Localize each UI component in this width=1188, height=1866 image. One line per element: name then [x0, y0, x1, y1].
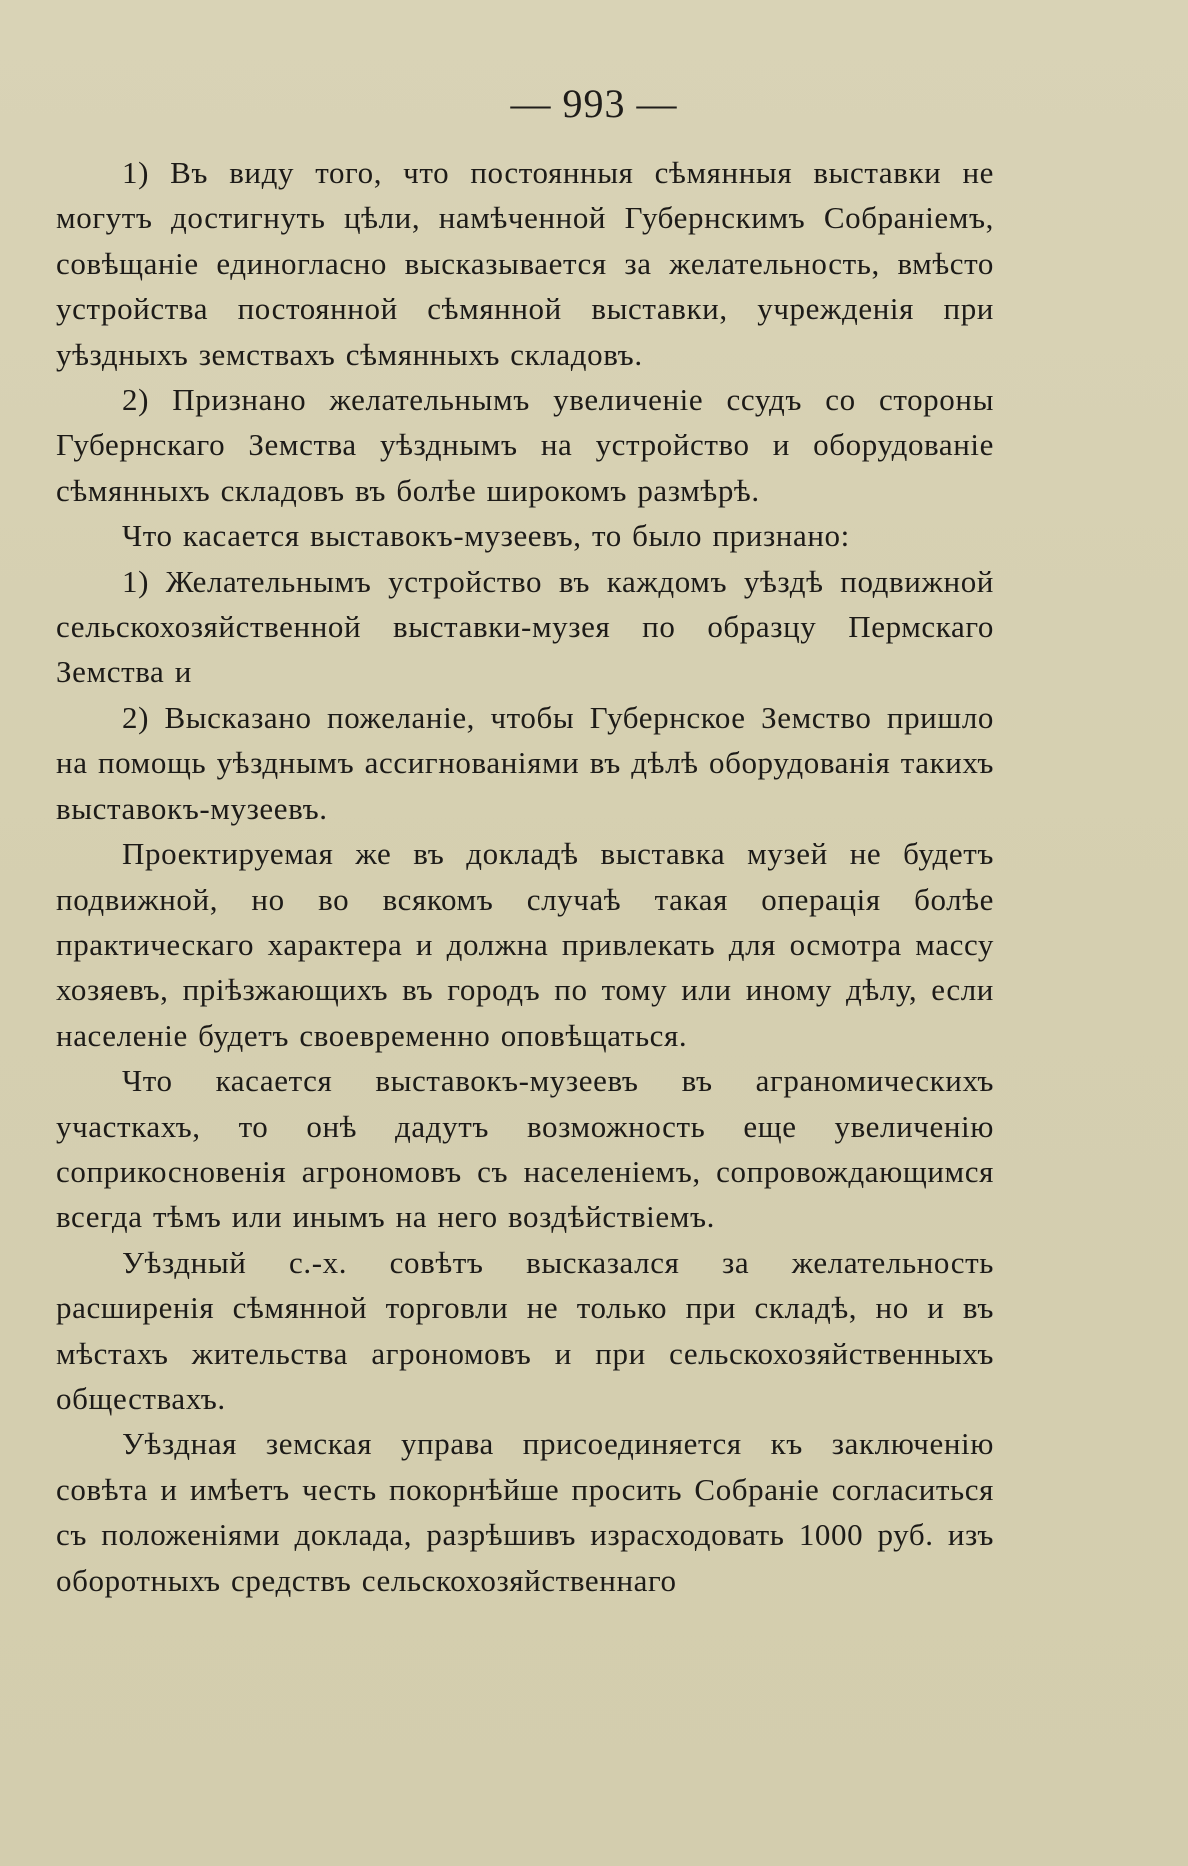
paragraph-4: 1) Желательнымъ устройство въ каждомъ уѣздѣ подвижной сельскохозяйственной выставки-музея по образцу Пермскаго Земства и: [56, 563, 994, 690]
paragraph-3: Что касается выставокъ-музеевъ, то было признано:: [122, 518, 850, 554]
paragraph-8: Уѣздный с.-х. совѣтъ высказался за желательность расширенія сѣмянной торговли не только при складѣ, но и въ мѣстахъ жительства агрономовъ и при сельскохозяйственныхъ обществахъ.: [56, 1244, 994, 1416]
paragraph-9: Уѣздная земская управа присоединяется къ заключенію совѣта и имѣетъ честь покорнѣйше просить Собраніе согласиться съ положеніями доклада, разрѣшивъ израсходовать 1000 руб. изъ оборотныхъ средствъ сельскохозяйственнаго: [56, 1426, 994, 1598]
paragraph-2: 2) Признано желательнымъ увеличеніе ссудъ со стороны Губернскаго Земства уѣзднымъ на устройство и оборудованіе сѣмянныхъ складовъ въ болѣе широкомъ размѣрѣ.: [56, 382, 994, 508]
document-body: [56, 150, 994, 1603]
paragraph-1: 1) Въ виду того, что постоянныя сѣмянныя выставки не могутъ достигнуть цѣли, намѣченной Губернскимъ Собраніемъ, совѣщаніе единогласно высказывается за желательность, вмѣсто устройства постоянной сѣмянной выставки, учрежденія при уѣздныхъ земствахъ сѣмянныхъ складовъ.: [56, 155, 994, 372]
page-number: — 993 —: [510, 81, 678, 126]
paragraph-5: 2) Высказано пожеланіе, чтобы Губернское Земство пришло на помощь уѣзднымъ ассигнованіями въ дѣлѣ оборудованія такихъ выставокъ-музеевъ.: [56, 699, 994, 826]
paragraph-6: Проектируемая же въ докладѣ выставка музей не будетъ подвижной, но во всякомъ случаѣ такая операція болѣе практическаго характера и должна привлекать для осмотра массу хозяевъ, пріѣзжающихъ въ городъ по тому или иному дѣлу, если населеніе будетъ своевременно оповѣщаться.: [56, 836, 994, 1053]
paragraph-7: Что касается выставокъ-музеевъ въ аграномическихъ участкахъ, то онѣ дадутъ возможность еще увеличенію соприкосновенія агрономовъ съ населеніемъ, сопровождающимся всегда тѣмъ или инымъ на него воздѣйствіемъ.: [56, 1063, 994, 1235]
